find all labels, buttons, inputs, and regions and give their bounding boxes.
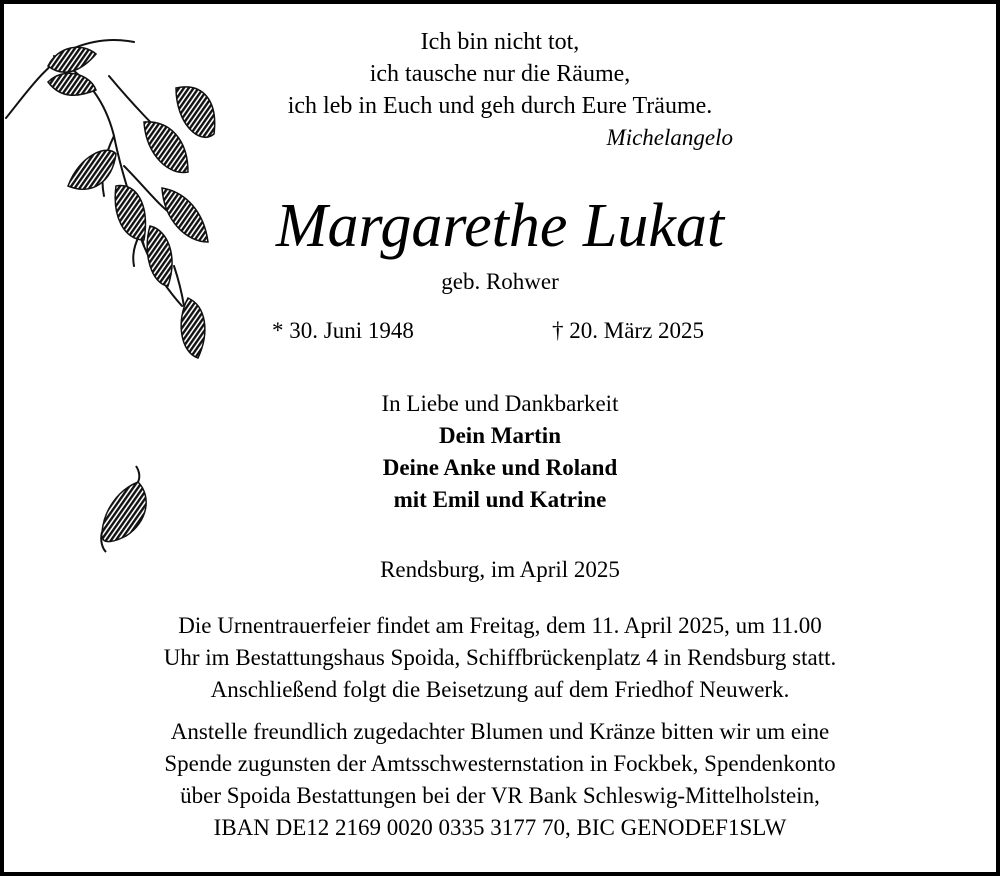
deceased-name: Margarethe Lukat: [275, 192, 725, 260]
mourner-name-2: Deine Anke und Roland: [382, 455, 618, 480]
donation-line-1: Anstelle freundlich zugedachter Blumen und Kränze bitten wir um eine: [170, 719, 830, 744]
mourners-intro: In Liebe und Dankbarkeit: [381, 391, 619, 416]
poem-line-2: ich tausche nur die Räume,: [369, 61, 631, 87]
ceremony-line-1: Die Urnentrauerfeier findet am Freitag, dem 11. April 2025, um 11.00: [178, 613, 822, 638]
mourner-name-1: Dein Martin: [438, 423, 561, 448]
leaf-4: [144, 122, 188, 173]
donation-line-3: über Spoida Bestattungen bei der VR Bank Schleswig-Mittelholstein,: [180, 783, 820, 808]
poem-line-3: ich leb in Euch und geh durch Eure Träume.: [287, 93, 713, 119]
donation-line-2: Spende zugunsten der Amtsschwesternstation in Fockbek, Spendenkonto: [164, 751, 836, 776]
ceremony-line-2: Uhr im Bestattungshaus Spoida, Schiffbrückenplatz 4 in Rendsburg statt.: [163, 645, 837, 670]
birth-date: * 30. Juni 1948: [272, 318, 414, 343]
leaf-5: [68, 150, 116, 189]
place-date: Rendsburg, im April 2025: [380, 557, 620, 582]
poem-line-1: Ich bin nicht tot,: [420, 29, 580, 55]
donation-line-4: IBAN DE12 2169 0020 0335 3177 70, BIC GENODEF1SLW: [213, 815, 787, 840]
leaf-9: [181, 298, 205, 358]
ceremony-line-3: Anschließend folgt die Beisetzung auf dem Friedhof Neuwerk.: [210, 677, 790, 702]
maiden-name: geb. Rohwer: [441, 269, 559, 294]
poem-author: Michelangelo: [606, 125, 733, 150]
mourner-name-3: mit Emil und Katrine: [393, 487, 607, 512]
death-date: † 20. März 2025: [552, 318, 705, 343]
